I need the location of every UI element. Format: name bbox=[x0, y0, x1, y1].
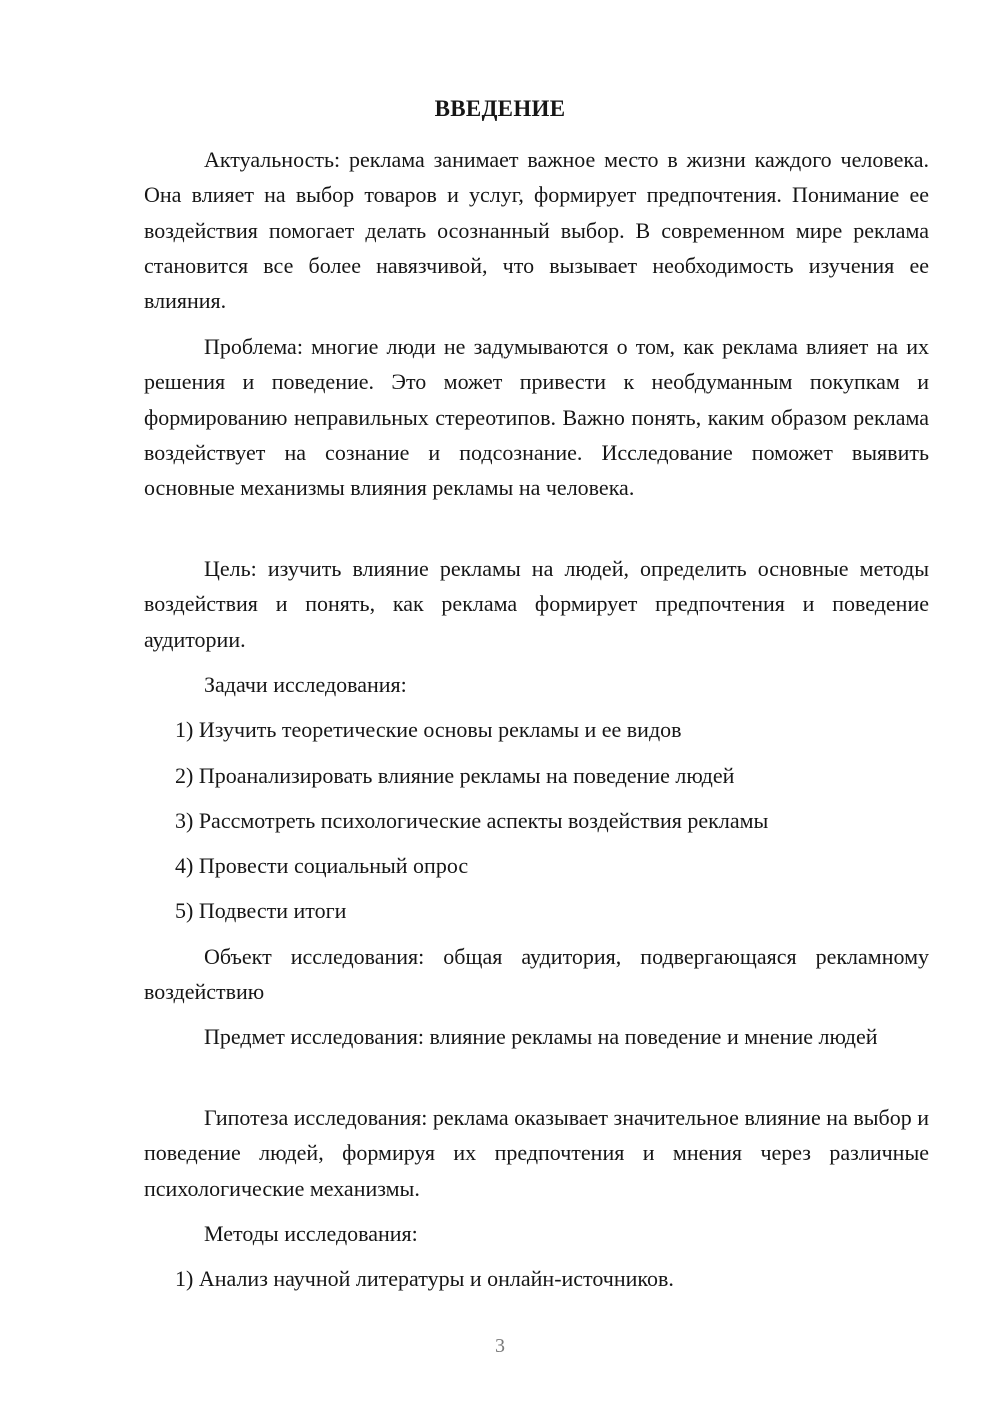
relevance-paragraph-block bbox=[144, 142, 929, 318]
task-item-1-block bbox=[144, 712, 929, 747]
tasks-heading-block bbox=[144, 667, 929, 702]
object-paragraph-block bbox=[144, 939, 929, 1010]
relevance-paragraph: Актуальность: реклама занимает важное место в жизни каждого человека. Она влияет на выбор товаров и услуг, формирует предпочтения. Понимание ее воздействия помогает делать осознанный выбор. В современном мире реклама становится все более навязчивой, что вызывает необходимость изучения ее влияния. bbox=[144, 147, 929, 314]
task-item-2-block bbox=[144, 758, 929, 793]
task-item: 4) Провести социальный опрос bbox=[175, 853, 469, 878]
goal-paragraph-block bbox=[144, 551, 929, 657]
subject-paragraph: Предмет исследования: влияние рекламы на поведение и мнение людей bbox=[204, 1024, 878, 1049]
task-item: 2) Проанализировать влияние рекламы на поведение людей bbox=[175, 763, 735, 788]
method-item-1-block bbox=[144, 1261, 929, 1296]
tasks-heading: Задачи исследования: bbox=[204, 672, 407, 697]
object-paragraph: Объект исследования: общая аудитория, подвергающаяся рекламному воздействию bbox=[144, 944, 929, 1005]
task-item: 1) Изучить теоретические основы рекламы и ее видов bbox=[175, 717, 682, 742]
problem-paragraph-block bbox=[144, 329, 929, 505]
task-item: 5) Подвести итоги bbox=[175, 898, 347, 923]
goal-paragraph: Цель: изучить влияние рекламы на людей, определить основные методы воздействия и понять, как реклама формирует предпочтения и поведение аудитории. bbox=[144, 556, 929, 652]
methods-heading: Методы исследования: bbox=[204, 1221, 418, 1246]
hypothesis-paragraph-block bbox=[144, 1100, 929, 1206]
task-item-5-block bbox=[144, 893, 929, 928]
problem-paragraph: Проблема: многие люди не задумываются о том, как реклама влияет на их решения и поведение. Это может привести к необдуманным покупкам и формированию неправильных стереотипов. Важно понять, каким образом реклама воздействует на сознание и подсознание. Исследование поможет выявить основные механизмы влияния рекламы на человека. bbox=[144, 334, 929, 501]
methods-heading-block bbox=[144, 1216, 929, 1251]
task-item: 3) Рассмотреть психологические аспекты воздействия рекламы bbox=[175, 808, 769, 833]
page-title: ВВЕДЕНИЕ bbox=[434, 96, 566, 121]
subject-paragraph-block bbox=[144, 1019, 929, 1054]
method-item: 1) Анализ научной литературы и онлайн-источников. bbox=[175, 1266, 674, 1291]
page-number: 3 bbox=[495, 1335, 505, 1357]
task-item-3-block bbox=[144, 803, 929, 838]
task-item-4-block bbox=[144, 848, 929, 883]
hypothesis-paragraph: Гипотеза исследования: реклама оказывает значительное влияние на выбор и поведение людей, формируя их предпочтения и мнения через различные психологические механизмы. bbox=[144, 1105, 929, 1201]
